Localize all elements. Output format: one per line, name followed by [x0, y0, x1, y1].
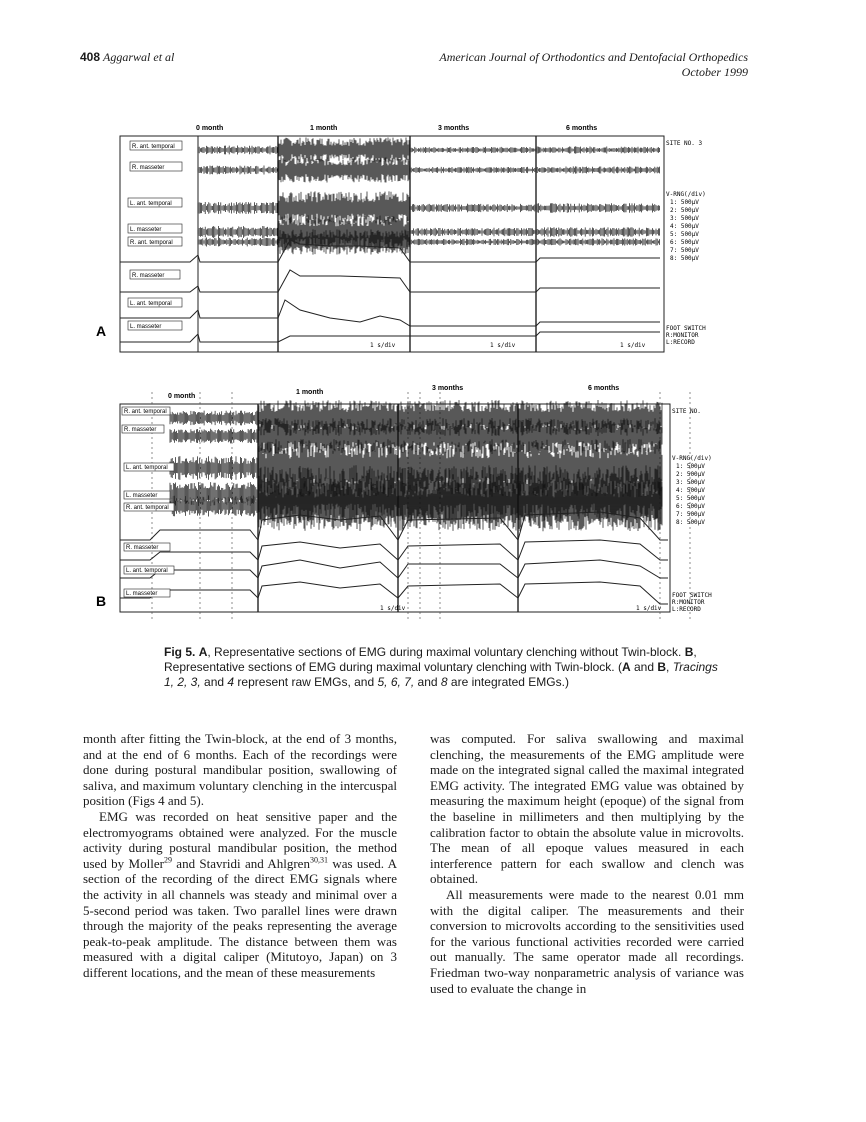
site-label: SITE NO. [672, 408, 701, 415]
channel-label: L. masseter [126, 591, 158, 597]
caption-text: , Representative sections of EMG during maximal voluntary clenching with Twin-block. ( [164, 645, 697, 674]
caption-text: are integrated EMGs.) [447, 675, 569, 689]
panel-b [96, 385, 712, 622]
sensitivity-value: 4: 500μV [676, 487, 705, 494]
time-scale: 1 s/div [490, 342, 516, 349]
panel-a [96, 125, 706, 352]
time-header: 6 months [566, 125, 598, 132]
caption-part: A [198, 645, 208, 659]
paragraph-text: and Stavridi and Ahlgren [171, 855, 310, 871]
citation: 29 [163, 855, 172, 865]
emg-signal [198, 146, 277, 155]
journal-title: American Journal of Orthodontics and Dentofacial Orthopedics [439, 50, 748, 64]
body-column-left [83, 731, 397, 981]
emg-signal [198, 226, 277, 238]
foot-switch-label: L:RECORD [666, 339, 695, 346]
channel-label: R. masseter [132, 273, 165, 279]
time-header: 3 months [432, 385, 464, 392]
paragraph-text: was used. A section of the recording of the direct EMG signals where the activity in all channels was steady and minimal over a 5-second period was taken. Two parallel lines were drawn through the majority of the peaks representing the average peak-to-peak amplitude. The distance between them was measured with a digital caliper (Mitutoyo, Japan) on 3 different locations, and the mean of these measurements [83, 855, 398, 980]
emg-signal [170, 429, 258, 444]
paragraph [83, 809, 397, 981]
page-number: 408 [80, 50, 101, 64]
caption-text: represent raw EMGs, and [234, 675, 378, 689]
channel-label: R. masseter [124, 427, 157, 433]
time-scale: 1 s/div [370, 342, 396, 349]
sensitivity-value: 5: 500μV [676, 495, 705, 502]
sensitivity-value: 6: 500μV [670, 239, 699, 246]
emg-signal [410, 204, 536, 212]
sensitivity-header: V-RNG(/div) [666, 191, 706, 198]
sensitivity-value: 8: 500μV [676, 519, 705, 526]
time-header: 1 month [296, 389, 324, 396]
caption-text: 8 [440, 675, 448, 689]
emg-signal [410, 239, 536, 245]
sensitivity-value: 5: 500μV [670, 231, 699, 238]
panel-label-b: B [96, 593, 107, 609]
channel-label: L. ant. temporal [126, 568, 168, 574]
caption-text: Tracings 1, 2, 3, [164, 660, 718, 689]
emg-signal [198, 166, 277, 175]
paragraph: All measurements were made to the nearest 0.01 mm with the digital caliper. The measurements and their conversion to microvolts according to the sensitivities used for the various functional activities recorded were carried out manually. The same operator made all recordings. Friedman two-way nonparametric analysis of variance was used to evaluate the change in [430, 886, 744, 996]
sensitivity-value: 4: 500μV [670, 223, 699, 230]
channel-label: R. masseter [126, 545, 159, 551]
emg-signal [198, 202, 277, 214]
time-header: 3 months [438, 125, 470, 132]
site-label: SITE NO. 3 [666, 140, 703, 147]
panel-a-integrated-traces [120, 240, 660, 342]
emg-signal [518, 418, 662, 454]
emg-signal [170, 456, 258, 480]
panel-a-channel-labels [128, 141, 182, 330]
caption-label: Fig 5. [164, 645, 196, 659]
time-header: 0 month [168, 393, 196, 400]
channel-label: L. ant. temporal [126, 465, 168, 471]
sensitivity-value: 7: 500μV [670, 247, 699, 254]
sensitivity-value: 2: 500μV [676, 471, 705, 478]
emg-signal [278, 138, 410, 163]
emg-signal [536, 238, 660, 245]
caption-part: B [657, 660, 667, 674]
foot-switch-label: FOOT SWITCH [666, 325, 706, 332]
caption-text: and [200, 675, 228, 689]
sensitivity-value: 6: 500μV [676, 503, 705, 510]
channel-label: L. masseter [130, 324, 162, 330]
time-header: 1 month [310, 125, 338, 132]
caption-text: 4 [227, 675, 235, 689]
caption-part: B [684, 645, 694, 659]
emg-signal [198, 238, 277, 247]
emg-signal [536, 203, 660, 213]
channel-label: R. ant. temporal [124, 409, 167, 415]
panel-a-raw-traces [198, 138, 660, 255]
sensitivity-value: 2: 500μV [670, 207, 699, 214]
sensitivity-value: 1: 500μV [676, 463, 705, 470]
emg-signal [410, 147, 536, 153]
emg-signal [278, 158, 410, 183]
paragraph: month after fitting the Twin-block, at the end of 3 months, and at the end of 6 months. Each of the recordings were done during postural mandibular position, swallowing of saliva, and maximum voluntary clenching in the intercuspal position (Figs 4 and 5). [83, 731, 397, 809]
emg-signal [410, 167, 536, 173]
sensitivity-value: 1: 500μV [670, 199, 699, 206]
emg-signal [536, 146, 660, 153]
channel-label: R. masseter [132, 165, 165, 171]
sensitivity-value: 7: 500μV [676, 511, 705, 518]
channel-label: R. ant. temporal [132, 144, 175, 150]
time-header: 6 months [588, 385, 620, 392]
time-scale: 1 s/div [380, 605, 406, 612]
paragraph-text: EMG was recorded on heat sensitive paper and the electromyograms obtained were analyzed. For the muscle activity during postural mandibular position, the method used by Moller [83, 808, 397, 871]
panel-label-a: A [96, 323, 107, 339]
time-header: 0 month [196, 125, 224, 132]
sensitivity-value: 3: 500μV [670, 215, 699, 222]
channel-label: R. ant. temporal [130, 240, 173, 246]
sensitivity-header: V-RNG(/div) [672, 455, 712, 462]
channel-label: R. ant. temporal [126, 505, 169, 511]
figure-caption [164, 645, 724, 690]
citation: 30,31 [309, 855, 328, 865]
emg-signal [536, 166, 660, 173]
time-scale: 1 s/div [636, 605, 662, 612]
emg-signal [170, 411, 258, 426]
channel-label: L. masseter [126, 493, 158, 499]
foot-switch-label: R:MONITOR [666, 332, 699, 339]
foot-switch-label: FOOT SWITCH [672, 592, 712, 599]
author-line: Aggarwal et al [103, 50, 175, 64]
channel-label: L. ant. temporal [130, 301, 172, 307]
caption-text: and [414, 675, 441, 689]
body-column-right [430, 731, 744, 996]
sensitivity-value: 3: 500μV [676, 479, 705, 486]
sensitivity-value: 8: 500μV [670, 255, 699, 262]
issue-date: October 1999 [681, 65, 748, 79]
caption-part: A [621, 660, 631, 674]
emg-signal [518, 481, 662, 531]
foot-switch-label: R:MONITOR [672, 599, 705, 606]
time-scale: 1 s/div [620, 342, 646, 349]
channel-label: L. ant. temporal [130, 201, 172, 207]
caption-text: , [666, 660, 673, 674]
caption-text: and [630, 660, 658, 674]
emg-signal [536, 227, 660, 237]
panel-b-channel-labels [122, 407, 174, 597]
emg-signal [278, 191, 410, 224]
caption-text: 5, 6, 7, [377, 675, 415, 689]
paragraph: was computed. For saliva swallowing and maximal clenching, the measurements of the EMG amplitude were made on the integrated signal called the maximal integrated EMG activity. The integrated EMG value was obtained by measuring the maximum height (epoque) of the signal from the baseline in millimeters and then multiplying by the calibration factor to obtain the absolute value in microvolts. The mean of all epoque values measured in each interference pattern for each swallow and clench was obtained. [430, 731, 744, 887]
caption-text: , Representative sections of EMG during maximal voluntary clenching without Twin-block. [207, 645, 685, 659]
channel-label: L. masseter [130, 227, 162, 233]
panel-b-raw-traces [170, 400, 662, 531]
emg-signal [410, 228, 536, 236]
foot-switch-label: L:RECORD [672, 606, 701, 613]
